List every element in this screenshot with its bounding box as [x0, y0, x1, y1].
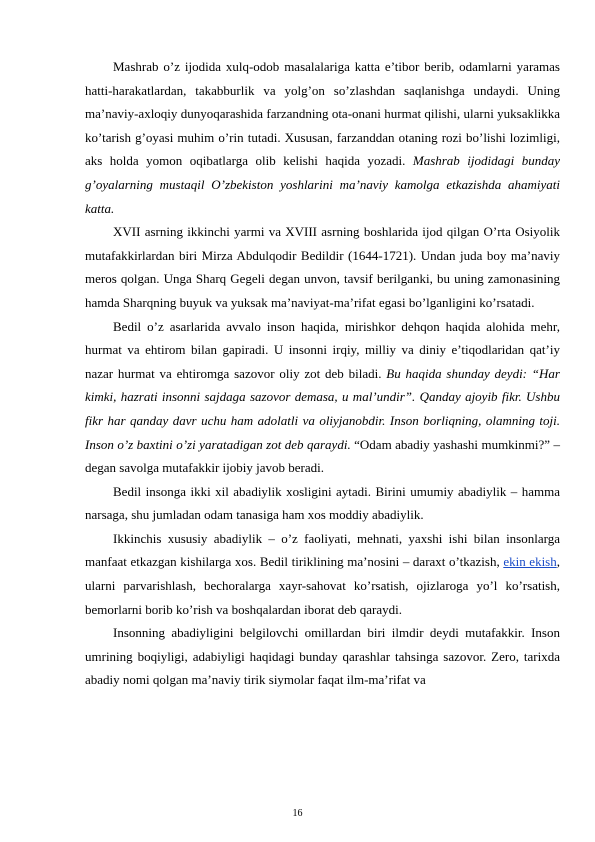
paragraph-text: Mashrab o’z ijodida xulq-odob masalalariga katta e’tibor berib, odamlarni yaramas hatti-harakatlardan, takabburlik va yolg’on so’zlashdan saqlanishga undaydi. Uning ma’naviy-axloqiy dunyoqarashida farzandning ota-onani hurmat qilishi, ularni yuksaklikka ko’tarish g’oyasi muhim o’rin tutadi. Xususan, farzanddan otaning rozi bo’lishi lozimligi, aks holda yomon oqibatlarga olib kelishi haqida yozadi. — [85, 59, 560, 169]
paragraph-italic: Mashrab ijodidagi bunday g’oyalarning mustaqil O’zbekiston yoshlarini ma’naviy kamolga etkazishda ahamiyati katta. — [85, 153, 560, 216]
paragraph-bedil-intro — [85, 220, 560, 314]
paragraph-xususiy-abadiylik — [85, 527, 560, 621]
paragraph-italic: Bu haqida shunday deydi: “Har kimki, hazrati insonni sajdaga sazovor demasa, u mal’undir”. Qanday ajoyib fikr. Ushbu fikr har qanday davr uchu ham adolatli va oliyjanobdir. Inson borliqning, olamning toji. Inson o’z baxtini o’zi yaratadigan zot deb qaraydi. — [85, 365, 560, 452]
page-number: 16 — [292, 808, 303, 819]
paragraph-text: Insonning abadiyligini belgilovchi omillardan biri ilmdir deydi mutafakkir. Inson umrining boqiyligi, adabiyligi haqidagi bunday qarashlar tahsinga sazovor. Zero, tarixda abadiy nomi qolgan ma’naviy tirik siymolar faqat ilm-ma’rifat va — [85, 625, 560, 688]
paragraph-abadiylik — [85, 480, 560, 527]
paragraph-text: Ikkinchis xususiy abadiylik – o’z faoliyati, mehnati, yaxshi ishi bilan insonlarga manfaat etkazgan kishilarga xos. Bedil tiriklining ma’nosini – daraxt o’tkazish, — [85, 530, 560, 570]
paragraph-text-after: “Odam abadiy yashashi mumkinmi?” – degan savolga mutafakkir ijobiy javob beradi. — [85, 436, 560, 476]
ekin-ekish-link[interactable]: ekin ekish — [503, 554, 557, 570]
paragraph-mashrab — [85, 55, 560, 220]
paragraph-bedil-inson — [85, 315, 560, 480]
paragraph-ilm — [85, 621, 560, 692]
paragraph-text-after: , ularni parvarishlash, bechoralarga xayr-sahovat ko’rsatish, ojizlaroga yo’l ko’rsatish, bemorlarni borib ko’rish va boshqalardan iborat deb qaraydi. — [85, 554, 560, 617]
paragraph-text: Bedil insonga ikki xil abadiylik xosligini aytadi. Birini umumiy abadiylik – hamma narsaga, shu jumladan odam tanasiga ham xos moddiy abadiylik. — [85, 483, 560, 523]
paragraph-text: Bedil o’z asarlarida avvalo inson haqida, mirishkor dehqon haqida alohida mehr, hurmat va ehtirom bilan gapiradi. U insonni irqiy, milliy va diniy e’tiqodlaridan qat’iy nazar hurmat va ehtiromga sazovor oliy zot deb biladi. — [85, 318, 560, 381]
paragraph-text: XVII asrning ikkinchi yarmi va XVIII asrning boshlarida ijod qilgan O’rta Osiyolik mutafakkirlardan biri Mirza Abdulqodir Bedildir (1644-1721). Undan juda boy ma’naviy meros qolgan. Unga Sharq Gegeli degan unvon, tavsif berilganki, bu uning zamonasining hamda Sharqning buyuk va yuksak ma’naviyat-ma’rifat egasi bo’lganligini ko’rsatadi. — [85, 224, 560, 310]
